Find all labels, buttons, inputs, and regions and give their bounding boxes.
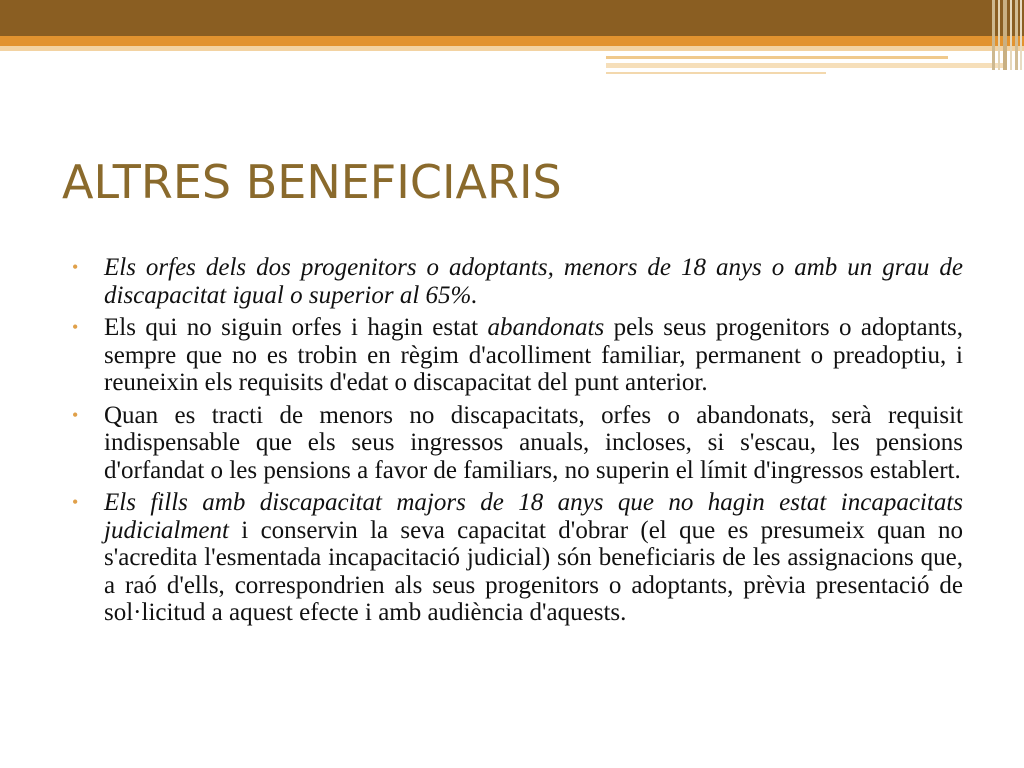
bullet-item [70, 402, 963, 485]
bullet-item [70, 314, 963, 397]
header-band-orange [0, 36, 1024, 46]
bullet-dot-icon: • [72, 404, 79, 425]
decorative-line [606, 72, 826, 74]
slide-title: ALTRES BENEFICIARIS [62, 155, 562, 209]
bullet-text-segment: pels seus progenitors o adoptants, sempre que no es trobin en règim d'acolliment familiar, permanent o preadoptiu, i reuneixin els requisits d'edat o discapacitat del punt anterior. [104, 314, 963, 396]
bullet-dot-icon: • [72, 317, 79, 337]
header-band-dark [0, 0, 1024, 36]
bullet-item [70, 254, 963, 309]
bullet-text-segment: abandonats [487, 314, 605, 341]
bullet-dot-icon: • [72, 257, 79, 277]
header-band-pale [0, 46, 1024, 51]
bullet-text-segment: Els fills amb discapacitat majors de 18 anys que no hagin estat incapacitats judicialment [104, 489, 963, 544]
bullet-text-segment: Quan es tracti de menors no discapacitats, orfes o abandonats, serà requisit indispensable que els seus ingressos anuals, incloses, si s'escau, les pensions d'orfandat o les pensions a favor de familiars, no superin el límit d'ingressos establert. [104, 401, 963, 484]
bullet-list [70, 254, 963, 632]
bullet-item [70, 489, 963, 627]
decorative-line [606, 56, 948, 59]
bullet-dot-icon: • [72, 492, 79, 512]
decorative-stripes [990, 0, 1024, 70]
bullet-text-segment: i conservin la seva capacitat d'obrar (el que es presumeix quan no s'acredita l'esmentada incapacitació judicial) són beneficiaris de les assignacions que, a raó d'ells, correspondrien als seus progenitors o adoptants, prèvia presentació de sol·licitud a aquest efecte i amb audiència d'aquests. [104, 516, 963, 626]
bullet-text-segment: Els qui no siguin orfes i hagin estat [104, 314, 488, 341]
decorative-line [606, 63, 1004, 68]
bullet-text-segment: Els orfes dels dos progenitors o adoptants, menors de 18 anys o amb un grau de discapacitat igual o superior al 65%. [104, 254, 963, 309]
